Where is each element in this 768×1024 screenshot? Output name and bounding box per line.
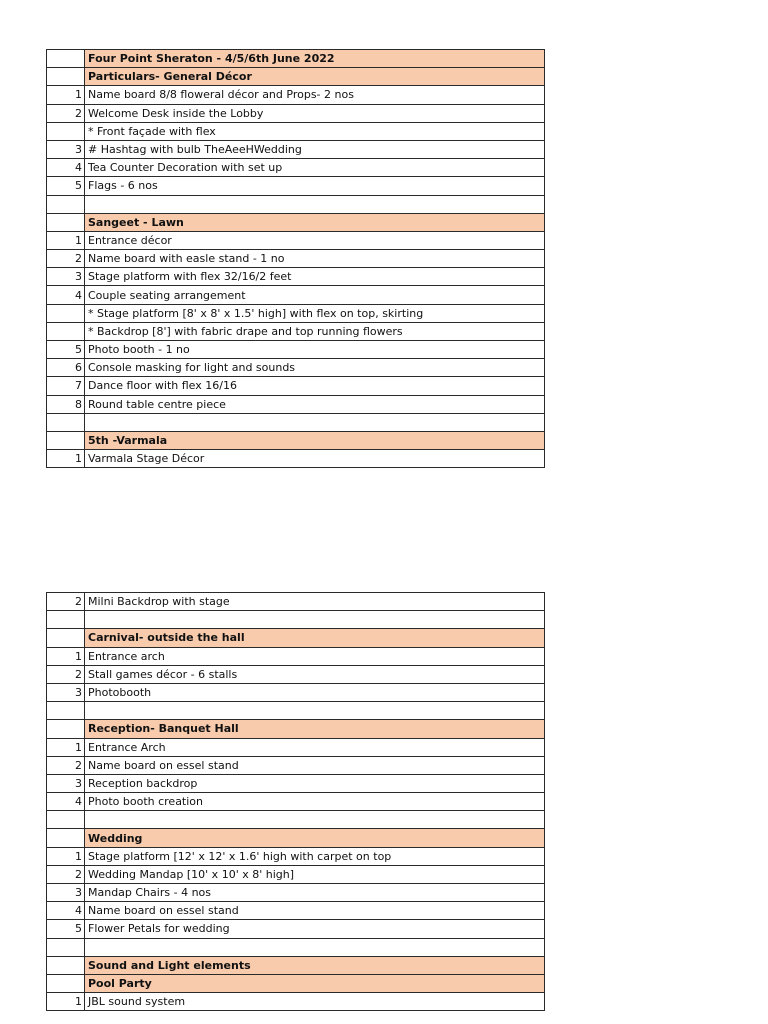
table-row xyxy=(47,450,545,468)
item-number xyxy=(47,213,85,231)
section-title: Four Point Sheraton - 4/5/6th June 2022 xyxy=(85,50,545,68)
item-number xyxy=(47,413,85,431)
item-number xyxy=(47,974,85,992)
section-title: Carnival- outside the hall xyxy=(85,629,545,647)
section-header-row xyxy=(47,720,545,738)
item-description: Name board with easle stand - 1 no xyxy=(85,250,545,268)
table-row xyxy=(47,884,545,902)
item-number: 1 xyxy=(47,647,85,665)
item-description: Name board on essel stand xyxy=(85,902,545,920)
item-number xyxy=(47,720,85,738)
item-description: Welcome Desk inside the Lobby xyxy=(85,104,545,122)
section-title: 5th -Varmala xyxy=(85,431,545,449)
item-description: Reception backdrop xyxy=(85,774,545,792)
item-description: Couple seating arrangement xyxy=(85,286,545,304)
item-description: Entrance Arch xyxy=(85,738,545,756)
section-header-row xyxy=(47,431,545,449)
item-number xyxy=(47,811,85,829)
table-row xyxy=(47,993,545,1011)
item-number xyxy=(47,829,85,847)
item-description: Name board 8/8 floweral décor and Props- 2 nos xyxy=(85,86,545,104)
section-title: Sound and Light elements xyxy=(85,956,545,974)
item-number: 2 xyxy=(47,756,85,774)
section-header-row xyxy=(47,213,545,231)
table-row xyxy=(47,702,545,720)
item-number xyxy=(47,122,85,140)
item-description: Entrance décor xyxy=(85,231,545,249)
table-row xyxy=(47,341,545,359)
table-row xyxy=(47,122,545,140)
table-row xyxy=(47,86,545,104)
table-row xyxy=(47,268,545,286)
item-number xyxy=(47,629,85,647)
item-number: 5 xyxy=(47,177,85,195)
item-description: Varmala Stage Décor xyxy=(85,450,545,468)
table-row xyxy=(47,865,545,883)
item-number xyxy=(47,611,85,629)
item-number xyxy=(47,702,85,720)
table-row xyxy=(47,938,545,956)
item-description: Name board on essel stand xyxy=(85,756,545,774)
table-row xyxy=(47,177,545,195)
section-header-row xyxy=(47,629,545,647)
item-number xyxy=(47,938,85,956)
item-description: * Stage platform [8' x 8' x 1.5' high] with flex on top, skirting xyxy=(85,304,545,322)
item-number xyxy=(47,50,85,68)
section-header-row xyxy=(47,829,545,847)
item-description: Stage platform with flex 32/16/2 feet xyxy=(85,268,545,286)
item-number: 5 xyxy=(47,341,85,359)
item-description: Flower Petals for wedding xyxy=(85,920,545,938)
item-number: 2 xyxy=(47,865,85,883)
item-description: Entrance arch xyxy=(85,647,545,665)
item-number: 6 xyxy=(47,359,85,377)
table-row xyxy=(47,920,545,938)
table-row xyxy=(47,756,545,774)
table-row xyxy=(47,195,545,213)
item-description: JBL sound system xyxy=(85,993,545,1011)
table-row xyxy=(47,104,545,122)
table-row xyxy=(47,611,545,629)
item-number xyxy=(47,195,85,213)
item-description: Wedding Mandap [10' x 10' x 8' high] xyxy=(85,865,545,883)
item-number: 8 xyxy=(47,395,85,413)
item-description: Round table centre piece xyxy=(85,395,545,413)
table-row xyxy=(47,377,545,395)
item-description: Flags - 6 nos xyxy=(85,177,545,195)
item-description: * Backdrop [8'] with fabric drape and top running flowers xyxy=(85,322,545,340)
table-row xyxy=(47,738,545,756)
item-description xyxy=(85,938,545,956)
item-number: 2 xyxy=(47,250,85,268)
item-description: Photo booth creation xyxy=(85,793,545,811)
item-number xyxy=(47,304,85,322)
item-number: 3 xyxy=(47,884,85,902)
item-description xyxy=(85,611,545,629)
item-description xyxy=(85,702,545,720)
table-row xyxy=(47,683,545,701)
item-number xyxy=(47,322,85,340)
item-description: Stall games décor - 6 stalls xyxy=(85,665,545,683)
item-number: 5 xyxy=(47,920,85,938)
item-description: # Hashtag with bulb TheAeeHWedding xyxy=(85,140,545,158)
item-description: Tea Counter Decoration with set up xyxy=(85,159,545,177)
item-number: 4 xyxy=(47,286,85,304)
item-number: 1 xyxy=(47,738,85,756)
table-row xyxy=(47,250,545,268)
table-row xyxy=(47,647,545,665)
table-row xyxy=(47,286,545,304)
item-description xyxy=(85,413,545,431)
section-header-row xyxy=(47,50,545,68)
item-number: 2 xyxy=(47,104,85,122)
table-row xyxy=(47,140,545,158)
item-number: 3 xyxy=(47,140,85,158)
item-number: 4 xyxy=(47,793,85,811)
section-header-row xyxy=(47,974,545,992)
item-number: 1 xyxy=(47,993,85,1011)
item-number: 1 xyxy=(47,231,85,249)
table-row xyxy=(47,395,545,413)
decor-table-page-1 xyxy=(46,49,545,468)
section-header-row xyxy=(47,68,545,86)
item-number xyxy=(47,431,85,449)
item-description: Dance floor with flex 16/16 xyxy=(85,377,545,395)
table-row xyxy=(47,665,545,683)
item-number: 7 xyxy=(47,377,85,395)
item-number: 2 xyxy=(47,665,85,683)
section-title: Pool Party xyxy=(85,974,545,992)
item-description: Milni Backdrop with stage xyxy=(85,593,545,611)
section-title: Reception- Banquet Hall xyxy=(85,720,545,738)
item-description: Photobooth xyxy=(85,683,545,701)
table-row xyxy=(47,793,545,811)
table-row xyxy=(47,231,545,249)
section-title: Particulars- General Décor xyxy=(85,68,545,86)
item-description xyxy=(85,195,545,213)
item-number: 4 xyxy=(47,159,85,177)
item-number: 1 xyxy=(47,450,85,468)
table-row xyxy=(47,593,545,611)
table-row xyxy=(47,304,545,322)
item-description xyxy=(85,811,545,829)
section-header-row xyxy=(47,956,545,974)
table-row xyxy=(47,774,545,792)
item-description: Stage platform [12' x 12' x 1.6' high with carpet on top xyxy=(85,847,545,865)
item-number: 1 xyxy=(47,86,85,104)
item-number xyxy=(47,68,85,86)
table-row xyxy=(47,322,545,340)
item-number: 3 xyxy=(47,268,85,286)
table-row xyxy=(47,902,545,920)
item-number: 3 xyxy=(47,683,85,701)
table-row xyxy=(47,159,545,177)
item-number xyxy=(47,956,85,974)
section-title: Wedding xyxy=(85,829,545,847)
decor-table-page-2 xyxy=(46,592,545,1011)
item-number: 4 xyxy=(47,902,85,920)
item-description: Mandap Chairs - 4 nos xyxy=(85,884,545,902)
section-title: Sangeet - Lawn xyxy=(85,213,545,231)
item-description: Photo booth - 1 no xyxy=(85,341,545,359)
table-row xyxy=(47,847,545,865)
item-number: 2 xyxy=(47,593,85,611)
table-row xyxy=(47,413,545,431)
table-row xyxy=(47,359,545,377)
item-description: Console masking for light and sounds xyxy=(85,359,545,377)
table-row xyxy=(47,811,545,829)
item-number: 1 xyxy=(47,847,85,865)
item-description: * Front façade with flex xyxy=(85,122,545,140)
item-number: 3 xyxy=(47,774,85,792)
